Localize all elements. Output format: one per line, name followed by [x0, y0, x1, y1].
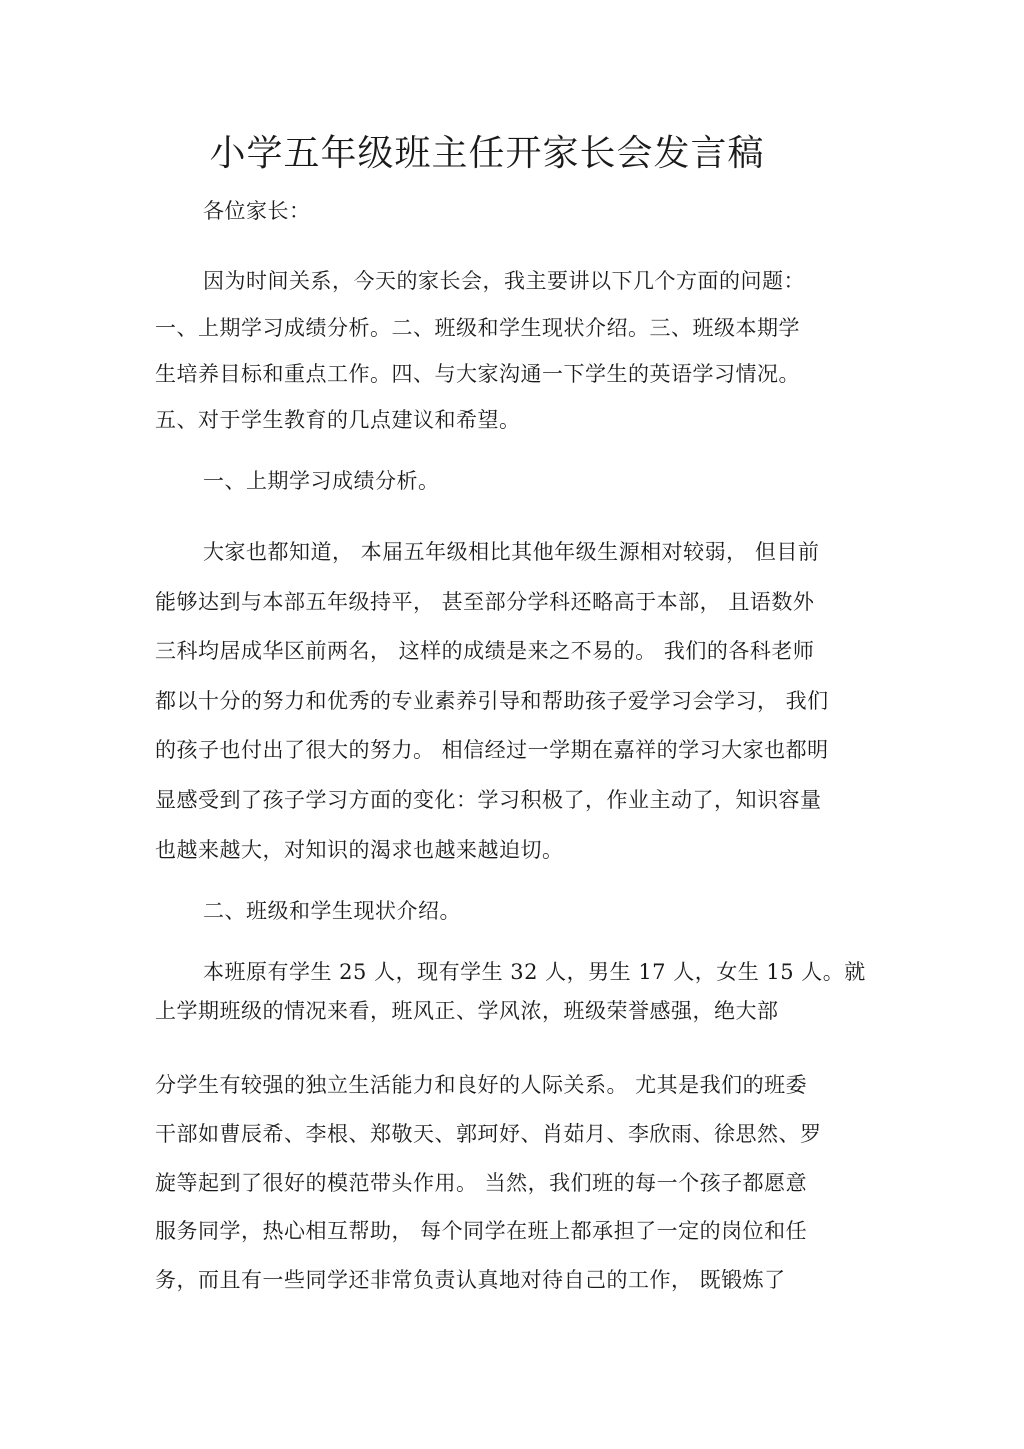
- paragraph-line: 的孩子也付出了很大的努力。 相信经过一学期在嘉祥的学习大家也都明: [155, 738, 829, 762]
- section-heading: 二、班级和学生现状介绍。: [203, 899, 461, 923]
- paragraph-line: 一、上期学习成绩分析。二、班级和学生现状介绍。三、班级本期学: [155, 316, 800, 340]
- paragraph-line: 显感受到了孩子学习方面的变化：学习积极了，作业主动了，知识容量: [155, 788, 822, 812]
- paragraph-line: 三科均居成华区前两名， 这样的成绩是来之不易的。 我们的各科老师: [155, 639, 815, 663]
- paragraph-line: 能够达到与本部五年级持平， 甚至部分学科还略高于本部， 且语数外: [155, 590, 815, 614]
- salutation: 各位家长：: [203, 199, 311, 223]
- document-title: 小学五年级班主任开家长会发言稿: [209, 133, 765, 174]
- section-heading: 一、上期学习成绩分析。: [203, 469, 440, 493]
- paragraph-line: 务，而且有一些同学还非常负责认真地对待自己的工作， 既锻炼了: [155, 1268, 786, 1292]
- paragraph-line: 因为时间关系，今天的家长会，我主要讲以下几个方面的问题：: [203, 269, 805, 293]
- paragraph-line: 本班原有学生 25 人，现有学生 32 人，男生 17 人，女生 15 人。就: [203, 960, 866, 984]
- paragraph-line: 干部如曹辰希、李根、郑敬天、郭珂妤、肖茹月、李欣雨、徐思然、罗: [155, 1122, 822, 1146]
- paragraph-line: 旋等起到了很好的模范带头作用。 当然，我们班的每一个孩子都愿意: [155, 1171, 808, 1195]
- paragraph-line: 也越来越大，对知识的渴求也越来越迫切。: [155, 838, 564, 862]
- paragraph-line: 生培养目标和重点工作。四、与大家沟通一下学生的英语学习情况。: [155, 362, 800, 386]
- paragraph-line: 分学生有较强的独立生活能力和良好的人际关系。 尤其是我们的班委: [155, 1073, 808, 1097]
- paragraph-line: 大家也都知道， 本届五年级相比其他年级生源相对较弱， 但目前: [203, 540, 820, 564]
- paragraph-line: 五、对于学生教育的几点建议和希望。: [155, 408, 521, 432]
- paragraph-line: 都以十分的努力和优秀的专业素养引导和帮助孩子爱学习会学习， 我们: [155, 689, 829, 713]
- paragraph-line: 服务同学，热心相互帮助， 每个同学在班上都承担了一定的岗位和任: [155, 1219, 808, 1243]
- paragraph-line: 上学期班级的情况来看，班风正、学风浓，班级荣誉感强，绝大部: [155, 999, 779, 1023]
